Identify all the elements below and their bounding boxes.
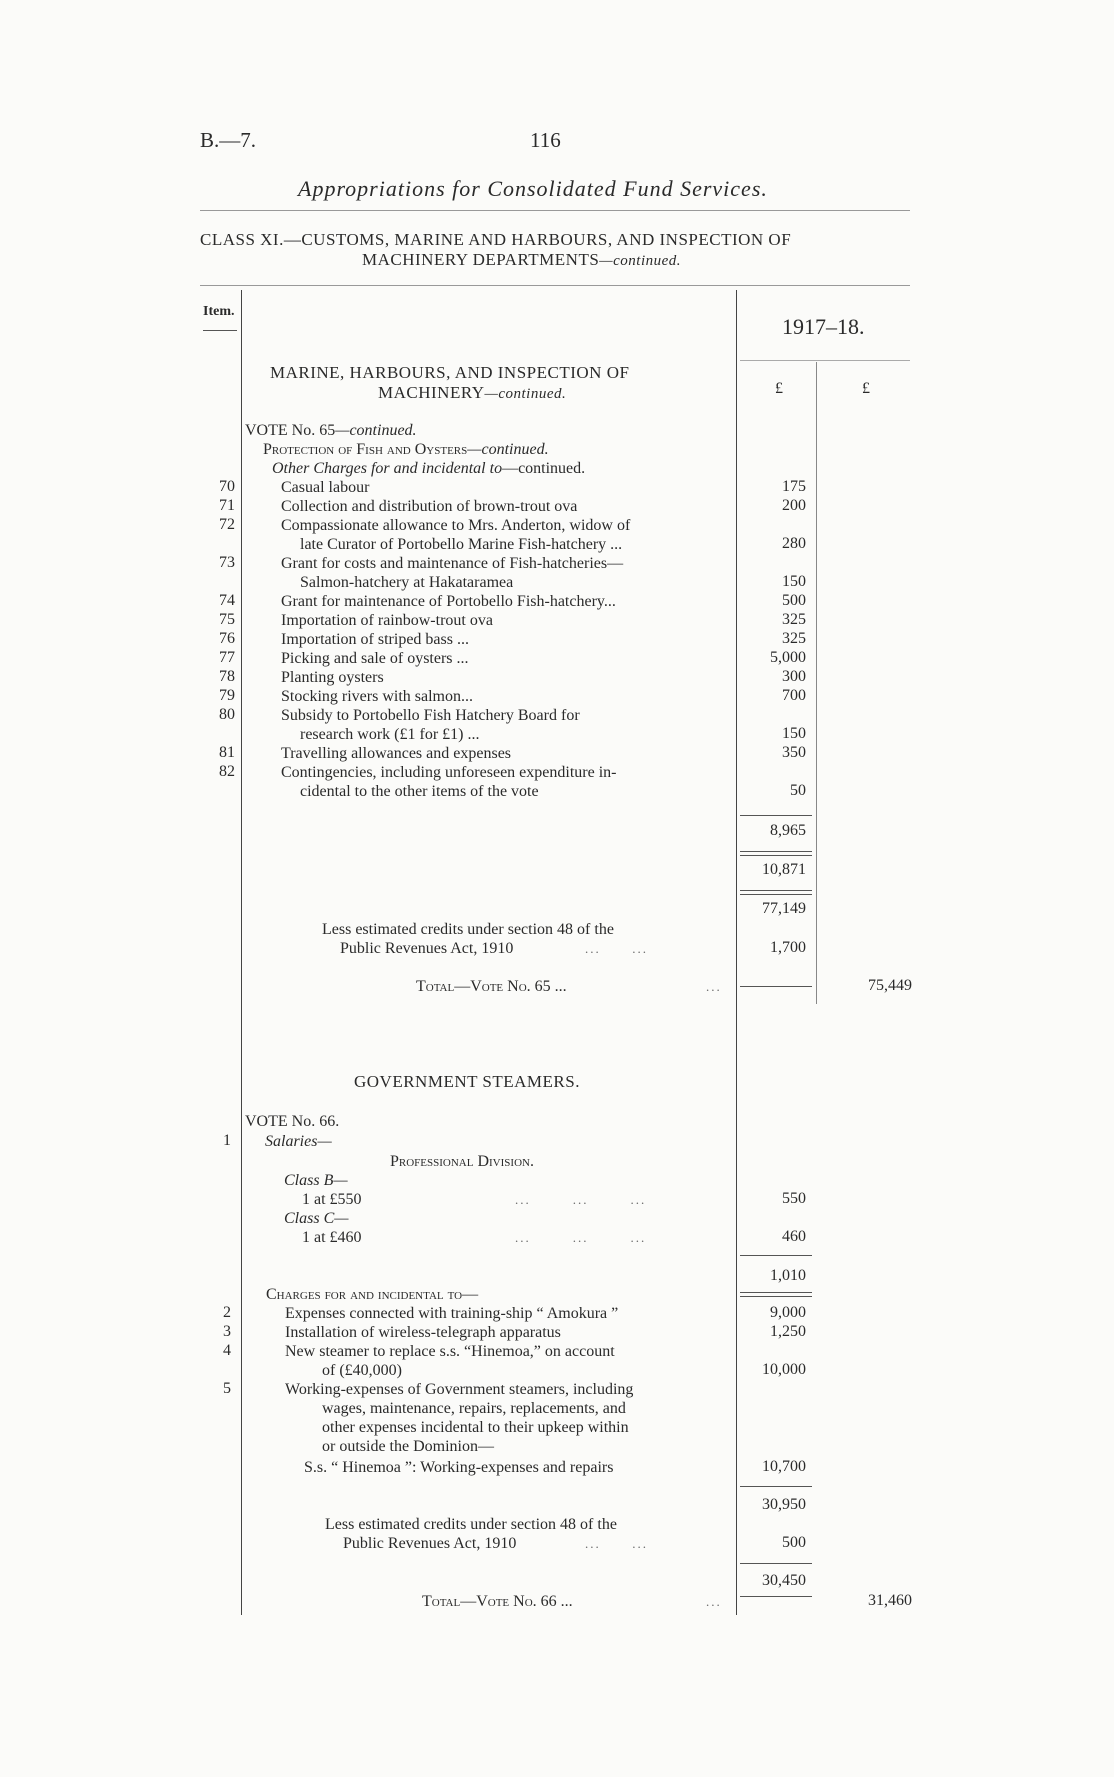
item-amount: 325 (782, 611, 806, 628)
professional-division: Professional Division. (390, 1153, 534, 1170)
section1-heading-line2 (378, 383, 566, 403)
pound-column-divider (816, 362, 817, 1004)
fish-oysters-title: Protection of Fish and Oysters (263, 441, 468, 458)
other-charges-subheading (272, 459, 585, 478)
column-item-header: Item. (203, 304, 235, 319)
item-amount: 280 (782, 535, 806, 552)
item-number: 3 (223, 1323, 231, 1340)
item-description: wages, maintenance, repairs, replacements, and (322, 1400, 626, 1417)
item-description: Picking and sale of oysters ... (281, 650, 469, 667)
fish-oysters-subheading (263, 440, 549, 459)
item-description: research work (£1 for £1) ... (300, 726, 480, 743)
item-amount: 1,250 (770, 1323, 806, 1340)
item-description: other expenses incidental to their upkeep within (322, 1419, 629, 1436)
leader-dots: ... ... (585, 941, 648, 956)
vote66-net-rule (740, 1563, 812, 1564)
leader-dots: ... ... ... (515, 1230, 647, 1245)
item-number: 70 (219, 478, 235, 495)
section1-heading-cont: —continued. (484, 386, 567, 402)
section2-heading: GOVERNMENT STEAMERS. (354, 1072, 580, 1091)
item-description: Importation of striped bass ... (281, 631, 469, 648)
other-charges-title: Other Charges for and incidental to (272, 460, 503, 477)
vote65-total-amount: 75,449 (868, 977, 912, 994)
item-amount: 175 (782, 478, 806, 495)
item-description: Travelling allowances and expenses (281, 745, 512, 762)
item-number: 82 (219, 763, 235, 780)
item-amount: 700 (782, 687, 806, 704)
item-number: 1 (223, 1132, 231, 1149)
item-number: 78 (219, 668, 235, 685)
item-description: of (£40,000) (322, 1362, 402, 1379)
item-number: 5 (223, 1380, 231, 1397)
item-number: 76 (219, 630, 235, 647)
item-amount: 200 (782, 497, 806, 514)
section1-heading-dept: MACHINERY (378, 383, 485, 402)
section1-heading-line1: MARINE, HARBOURS, AND INSPECTION OF (270, 363, 630, 382)
other-charges-cont: —continued. (502, 460, 586, 477)
vote-65-label (245, 421, 417, 440)
vote-65-number: VOTE No. 65 (245, 422, 336, 439)
salary-rule (740, 1255, 812, 1256)
leader-dots: ... ... ... (515, 1192, 647, 1207)
item-number: 74 (219, 592, 235, 609)
subtotal2-bottom-rule (740, 890, 812, 891)
vote66-subtotal-rule (740, 1486, 812, 1487)
class-c-label: Class C— (284, 1210, 349, 1227)
vote65-total-label: Total—Vote No. 65 ... (416, 978, 567, 995)
item-number: 80 (219, 706, 235, 723)
vote65-less-line1: Less estimated credits under section 48 of the (322, 921, 614, 938)
class-heading-dept: MACHINERY DEPARTMENTS (362, 250, 600, 269)
hinemoa-line: S.s. “ Hinemoa ”: Working-expenses and repairs (304, 1459, 614, 1476)
hinemoa-amount: 10,700 (762, 1458, 806, 1475)
title-rule (200, 210, 910, 211)
item-amount: 500 (782, 592, 806, 609)
item-number: 75 (219, 611, 235, 628)
table-top-rule (200, 285, 910, 286)
vote66-less-amount: 500 (782, 1534, 806, 1551)
item-description: Expenses connected with training-ship “ Amokura ” (285, 1305, 619, 1322)
item-description: Importation of rainbow-trout ova (281, 612, 493, 629)
column-year-header: 1917–18. (782, 314, 865, 339)
item-number: 4 (223, 1342, 231, 1359)
item-description: Salmon-hatchery at Hakataramea (300, 574, 514, 591)
subtotal1-bottom-rule (740, 851, 812, 852)
class-b-line: 1 at £550 (302, 1191, 362, 1208)
vote66-net-bottom-rule (740, 1596, 812, 1597)
item-number: 81 (219, 744, 235, 761)
salaries-label: Salaries— (265, 1133, 332, 1150)
amount-column-divider (736, 290, 737, 1615)
item-description: Subsidy to Portobello Fish Hatchery Board for (281, 707, 580, 724)
class-b-amount: 550 (782, 1190, 806, 1207)
item-amount: 150 (782, 725, 806, 742)
item-description: Grant for maintenance of Portobello Fish-hatchery... (281, 593, 616, 610)
salary-bottom-rule (740, 1292, 812, 1293)
leader-dots: ... (706, 1594, 722, 1609)
vote65-subtotal-2: 10,871 (762, 861, 806, 878)
item-amount: 300 (782, 668, 806, 685)
item-number: 73 (219, 554, 235, 571)
item-amount: 325 (782, 630, 806, 647)
class-b-label: Class B— (284, 1172, 348, 1189)
item-number: 77 (219, 649, 235, 666)
column-pound-2: £ (862, 380, 870, 397)
item-description: Working-expenses of Government steamers, including (285, 1381, 634, 1398)
subtotal1-rule (740, 815, 812, 816)
subtotal2-rule (740, 855, 812, 856)
vote66-less-line2: Public Revenues Act, 1910 (343, 1535, 517, 1552)
item-description: Planting oysters (281, 669, 384, 686)
class-heading-line2 (362, 250, 681, 270)
item-description: New steamer to replace s.s. “Hinemoa,” on account (285, 1343, 615, 1360)
item-description: cidental to the other items of the vote (300, 783, 539, 800)
item-amount: 150 (782, 573, 806, 590)
item-number: 71 (219, 497, 235, 514)
class-c-line: 1 at £460 (302, 1229, 362, 1246)
vote66-total-amount: 31,460 (868, 1592, 912, 1609)
item-number: 2 (223, 1304, 231, 1321)
page-title: Appropriations for Consolidated Fund Services. (298, 176, 768, 201)
item-amount: 10,000 (762, 1361, 806, 1378)
item-amount: 9,000 (770, 1304, 806, 1321)
vote65-less-line2: Public Revenues Act, 1910 (340, 940, 514, 957)
vote-65-cont: —continued. (335, 422, 417, 439)
item-description: Installation of wireless-telegraph apparatus (285, 1324, 561, 1341)
vote65-less-amount: 1,700 (770, 939, 806, 956)
item-amount: 5,000 (770, 649, 806, 666)
item-header-rule (203, 330, 237, 331)
year-rule (740, 360, 910, 361)
vote65-subtotal-1: 8,965 (770, 822, 806, 839)
class-c-amount: 460 (782, 1228, 806, 1245)
item-description: Compassionate allowance to Mrs. Anderton, widow of (281, 517, 631, 534)
leader-dots: ... (706, 979, 722, 994)
class-heading-line1: CLASS XI.—CUSTOMS, MARINE AND HARBOURS, AND INSPECTION OF (200, 230, 792, 249)
item-description: Collection and distribution of brown-trout ova (281, 498, 578, 515)
vote66-less-line1: Less estimated credits under section 48 of the (325, 1516, 617, 1533)
item-description: or outside the Dominion— (322, 1438, 494, 1455)
item-description: Grant for costs and maintenance of Fish-hatcheries— (281, 555, 624, 572)
vote65-total-rule (740, 986, 812, 987)
item-amount: 350 (782, 744, 806, 761)
vote66-total-label: Total—Vote No. 66 ... (422, 1593, 573, 1610)
vote-66-label: VOTE No. 66. (245, 1113, 340, 1130)
item-description: late Curator of Portobello Marine Fish-hatchery ... (300, 536, 623, 553)
fish-oysters-cont: —continued. (467, 441, 549, 458)
document-code: B.—7. (200, 128, 257, 152)
item-description: Contingencies, including unforeseen expenditure in- (281, 764, 617, 781)
item-amount: 50 (790, 782, 806, 799)
column-pound-1: £ (775, 380, 783, 397)
subtotal3-rule (740, 894, 812, 895)
item-number: 79 (219, 687, 235, 704)
page-number: 116 (530, 128, 561, 152)
salary-bottom-rule-2 (740, 1296, 812, 1297)
vote65-subtotal-3: 77,149 (762, 900, 806, 917)
charges-heading: Charges for and incidental to— (266, 1286, 479, 1303)
vote66-net-amount: 30,450 (762, 1572, 806, 1589)
leader-dots: ... ... (585, 1536, 648, 1551)
item-description: Casual labour (281, 479, 370, 496)
salary-total: 1,010 (770, 1267, 806, 1284)
item-description: Stocking rivers with salmon... (281, 688, 473, 705)
item-number: 72 (219, 516, 235, 533)
class-heading-cont: —continued. (599, 253, 682, 269)
vote66-subtotal: 30,950 (762, 1496, 806, 1513)
